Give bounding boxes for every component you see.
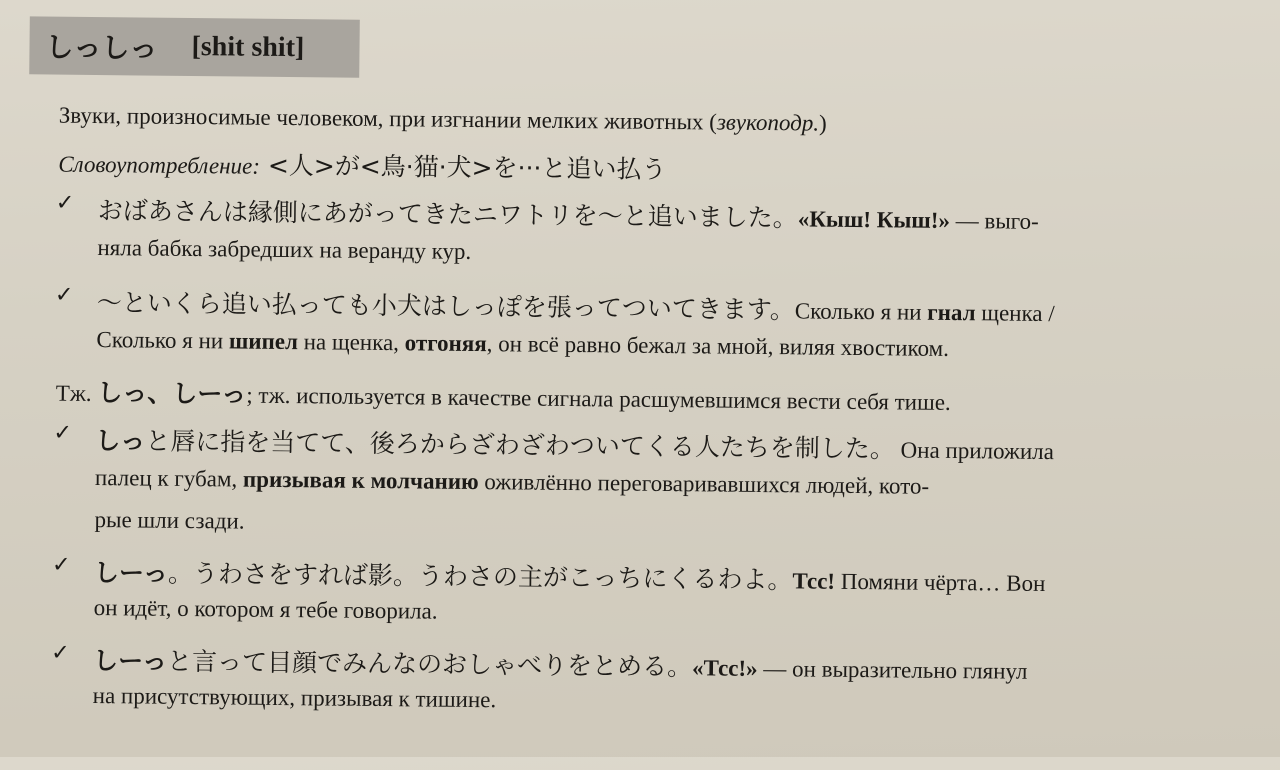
variant-prefix: Тж.: [55, 380, 98, 407]
example-4-jp-bold: しーっ: [93, 558, 169, 588]
check-icon: ✓: [53, 420, 73, 446]
example-2-jp: 〜といくら追い払っても小犬はしっぽを張ってついてきます。: [96, 288, 795, 325]
example-1-line-2: няла бабка забредших на веранду кур.: [97, 235, 472, 264]
example-1-bold: «Кыш! Кыш!»: [797, 206, 951, 233]
example-5-ru: — он выразительно глянул: [757, 655, 1028, 684]
example-2-line-2: [96, 327, 949, 362]
example-5-line-1: [93, 641, 1028, 687]
definition-close: ): [818, 110, 827, 136]
example-2-ru-a: Сколько я ни: [794, 298, 928, 325]
usage-pattern: <人>が<鳥·猫·犬>を···と追い払う: [259, 150, 667, 184]
definition-note: звукоподр.: [716, 109, 820, 136]
example-2-line-1: [97, 283, 1055, 329]
example-5-jp: と言って目顔でみんなのおしゃべりをとめる。: [166, 646, 693, 682]
example-4-line-2: он идёт, о котором я тебе говорила.: [93, 595, 438, 624]
example-3-jp: と唇に指を当てて、後ろからざわざわついてくる人たちを制した。: [145, 426, 896, 464]
example-3-l2-b: призывая к молчанию: [242, 466, 479, 495]
headword-kana: しっしっ: [45, 30, 158, 65]
example-4-ru-b: Тсс!: [792, 568, 836, 594]
example-3-line-1: [95, 421, 1054, 467]
example-2-l2-c: на щенка,: [297, 329, 405, 356]
example-5-line-2: на присутствующих, призывая к тишине.: [92, 683, 497, 713]
example-3-ru: Она приложила: [894, 437, 1055, 465]
check-icon: ✓: [51, 640, 70, 666]
example-4-ru: Помяни чёрта… Вон: [834, 568, 1046, 596]
usage-line: [58, 144, 667, 186]
example-2-l2-a: Сколько я ни: [96, 327, 230, 354]
variant-line: [56, 373, 951, 418]
example-3-l2-c: оживлённо переговаривавшихся людей, кото-: [478, 469, 930, 499]
example-3-jp-bold: しっ: [95, 426, 146, 456]
example-4-jp: 。うわさをすれば影。うわさの主がこっちにくるわよ。: [167, 558, 793, 595]
example-3-line-2: [95, 465, 929, 500]
example-2-ru-b: гнал: [927, 299, 976, 326]
example-1-jp: おばあさんは縁側にあがってきたニワトリを〜と追いました。: [97, 196, 798, 233]
example-5-jp-bold: しーっ: [92, 646, 168, 676]
usage-label: Словоупотребление:: [58, 151, 261, 179]
definition-line: [59, 103, 827, 137]
check-icon: ✓: [55, 190, 75, 216]
headword-romaji: [shit shit]: [191, 31, 305, 64]
check-icon: ✓: [51, 552, 71, 578]
example-1-ru: — выго-: [949, 207, 1039, 234]
example-2-l2-b: шипел: [228, 328, 299, 355]
example-3-l2-a: палец к губам,: [94, 465, 244, 492]
example-3-line-3: рые шли сзади.: [94, 507, 245, 534]
definition-text: Звуки, произносимые человеком, при изгнании мелких животных (: [58, 102, 718, 135]
variant-forms: しっ、しーっ: [97, 378, 247, 409]
example-5-ru-b: «Тсс!»: [691, 655, 758, 681]
example-2-ru-c: щенка /: [975, 300, 1055, 327]
example-2-l2-e: , он всё равно бежал за мной, виляя хвостиком.: [486, 331, 950, 361]
headword-box: [29, 16, 360, 77]
example-2-l2-d: отгоняя: [404, 330, 487, 357]
check-icon: ✓: [54, 282, 74, 308]
example-4-line-1: [94, 553, 1046, 599]
variant-rest: ; тж. используется в качестве сигнала расшумевшимся вести себя тише.: [246, 382, 951, 415]
example-1-line-1: [98, 191, 1039, 237]
